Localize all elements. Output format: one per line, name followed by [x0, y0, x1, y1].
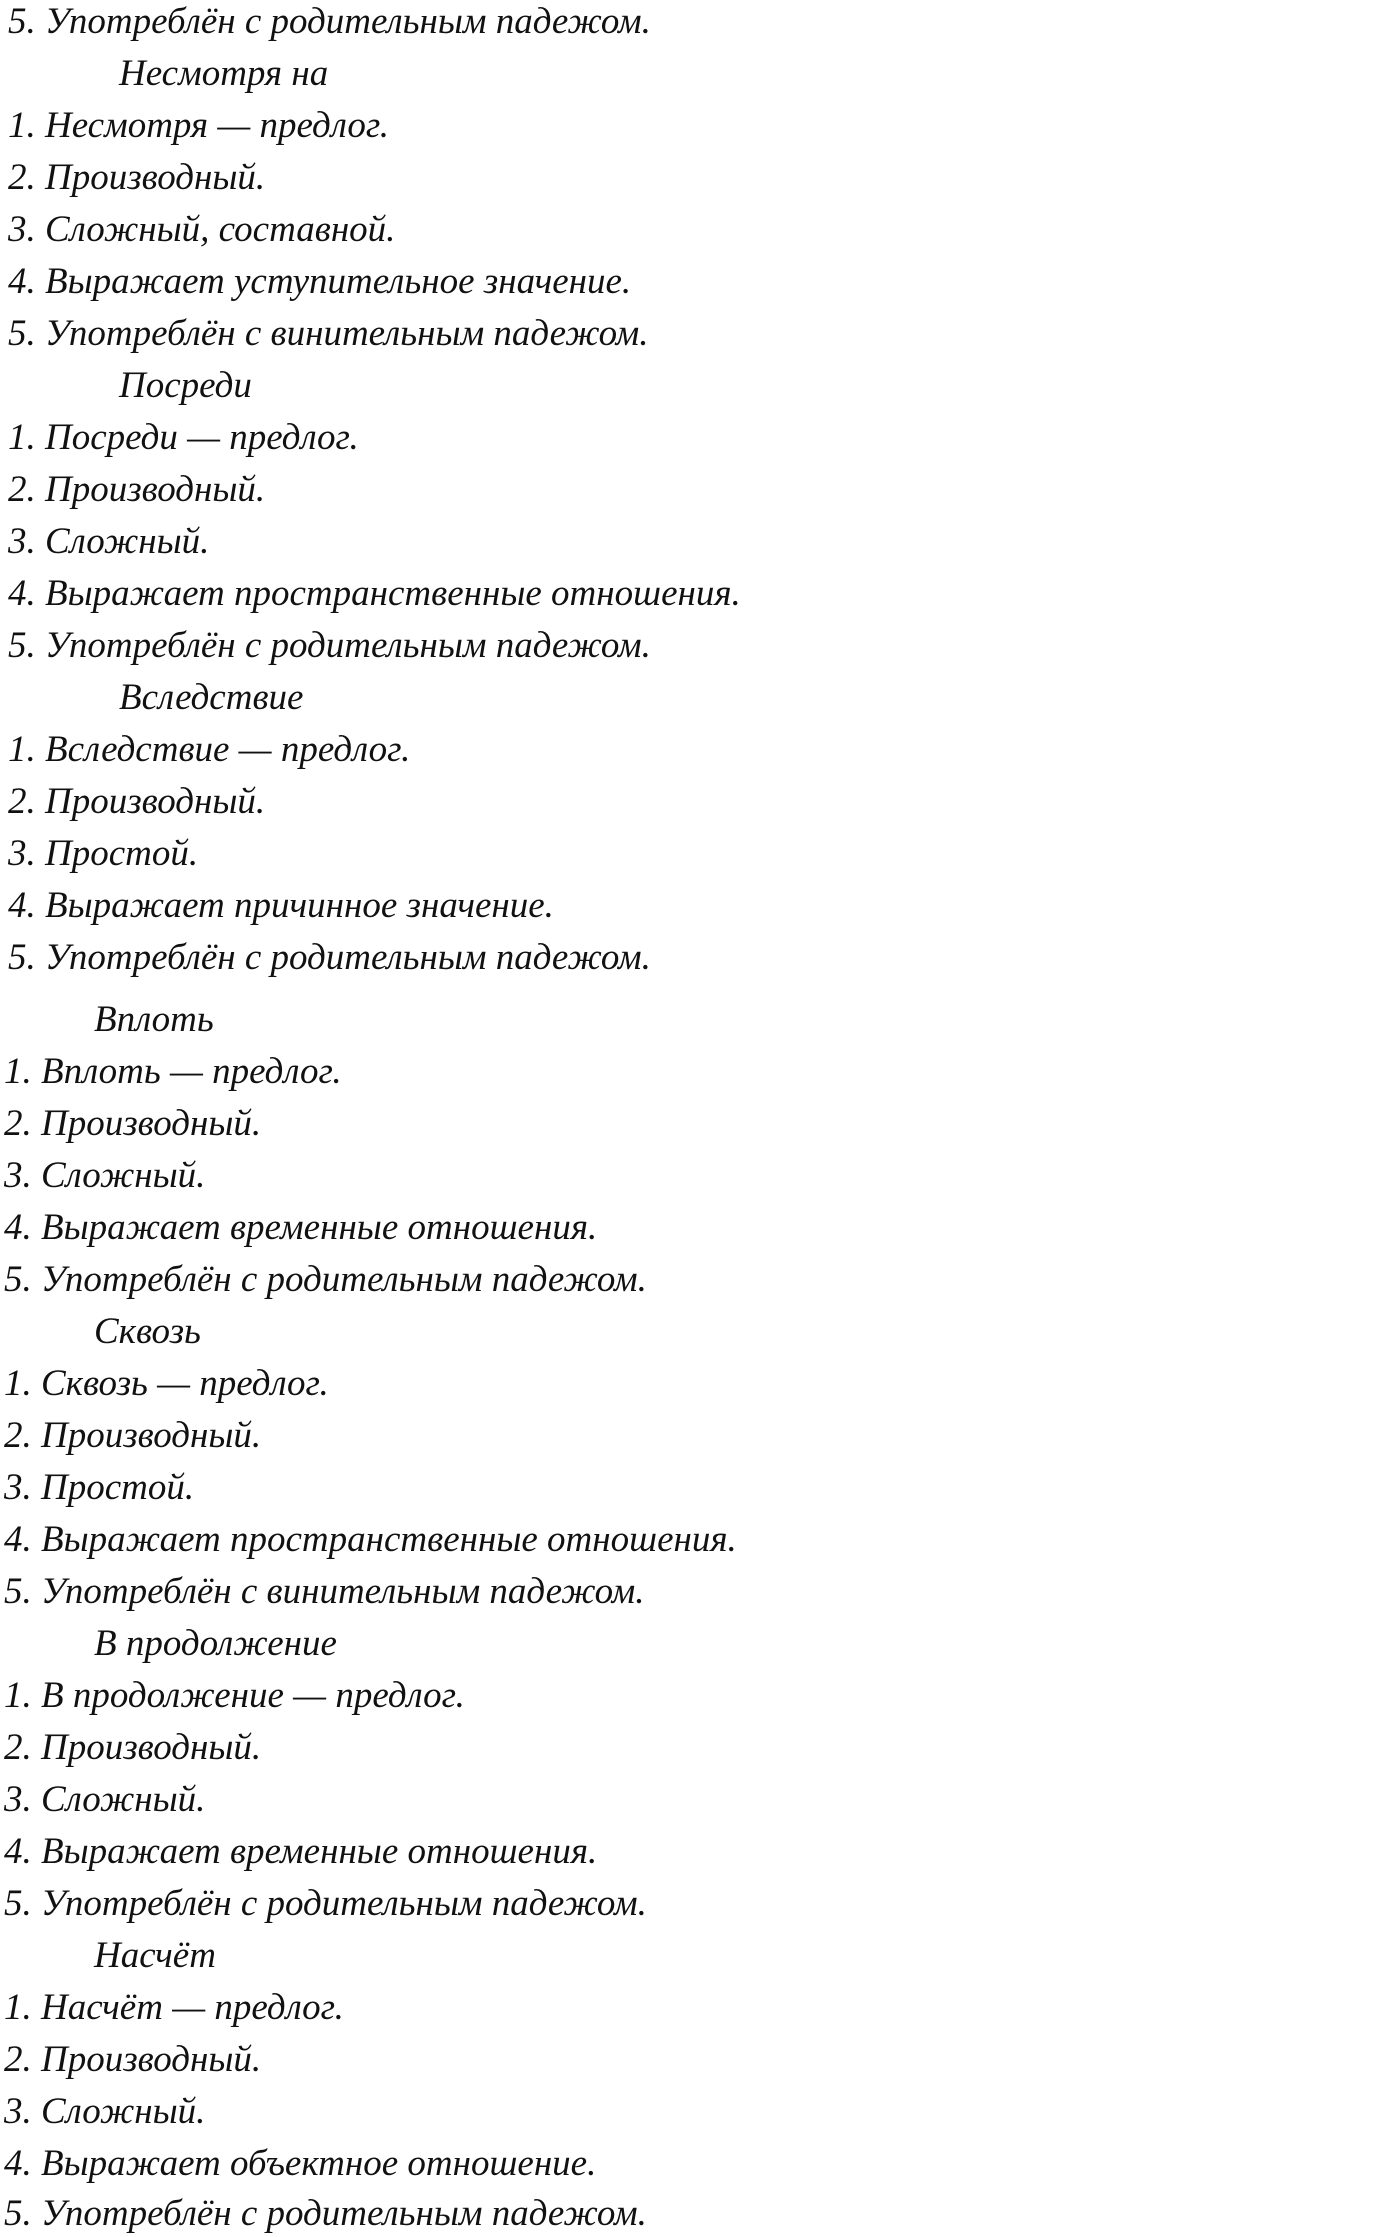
list-item: 2. Производный.	[8, 469, 266, 510]
list-item: 1. В продолжение — предлог.	[4, 1675, 465, 1716]
list-item: 2. Производный.	[8, 781, 266, 822]
section-heading: Посреди	[119, 365, 252, 406]
section-heading: Насчёт	[94, 1935, 216, 1976]
list-item: 2. Производный.	[4, 2039, 262, 2080]
list-item: 4. Выражает причинное значение.	[8, 885, 554, 926]
list-item: 1. Сквозь — предлог.	[4, 1363, 329, 1404]
section-heading: Вплоть	[94, 999, 214, 1040]
section-heading: Сквозь	[94, 1311, 201, 1352]
section-heading: Вследствие	[119, 677, 304, 718]
list-item: 5. Употреблён с родительным падежом.	[4, 2193, 647, 2234]
list-item: 5. Употреблён с винительным падежом.	[8, 313, 649, 354]
list-item: 4. Выражает пространственные отношения.	[4, 1519, 737, 1560]
list-item: 3. Сложный.	[4, 1779, 206, 1820]
list-item: 3. Сложный.	[8, 521, 210, 562]
list-item: 1. Посреди — предлог.	[8, 417, 359, 458]
list-item: 3. Сложный.	[4, 2091, 206, 2132]
list-item: 4. Выражает временные отношения.	[4, 1207, 598, 1248]
list-item: 5. Употреблён с винительным падежом.	[4, 1571, 645, 1612]
list-item: 5. Употреблён с родительным падежом.	[8, 625, 651, 666]
list-item: 2. Производный.	[4, 1727, 262, 1768]
list-item: 5. Употреблён с родительным падежом.	[4, 1883, 647, 1924]
list-item: 4. Выражает пространственные отношения.	[8, 573, 741, 614]
section-heading: Несмотря на	[119, 53, 329, 94]
section-heading: В продолжение	[94, 1623, 337, 1664]
list-item: 5. Употреблён с родительным падежом.	[8, 1, 651, 42]
list-item: 5. Употреблён с родительным падежом.	[4, 1259, 647, 1300]
list-item: 2. Производный.	[8, 157, 266, 198]
list-item: 2. Производный.	[4, 1103, 262, 1144]
list-item: 3. Сложный.	[4, 1155, 206, 1196]
list-item: 3. Простой.	[4, 1467, 195, 1508]
list-item: 3. Сложный, составной.	[8, 209, 396, 250]
list-item: 2. Производный.	[4, 1415, 262, 1456]
list-item: 1. Вплоть — предлог.	[4, 1051, 342, 1092]
list-item: 1. Вследствие — предлог.	[8, 729, 411, 770]
list-item: 4. Выражает временные отношения.	[4, 1831, 598, 1872]
list-item: 4. Выражает уступительное значение.	[8, 261, 632, 302]
list-item: 5. Употреблён с родительным падежом.	[8, 937, 651, 978]
list-item: 4. Выражает объектное отношение.	[4, 2143, 597, 2184]
list-item: 3. Простой.	[8, 833, 199, 874]
list-item: 1. Насчёт — предлог.	[4, 1987, 344, 2028]
list-item: 1. Несмотря — предлог.	[8, 105, 390, 146]
